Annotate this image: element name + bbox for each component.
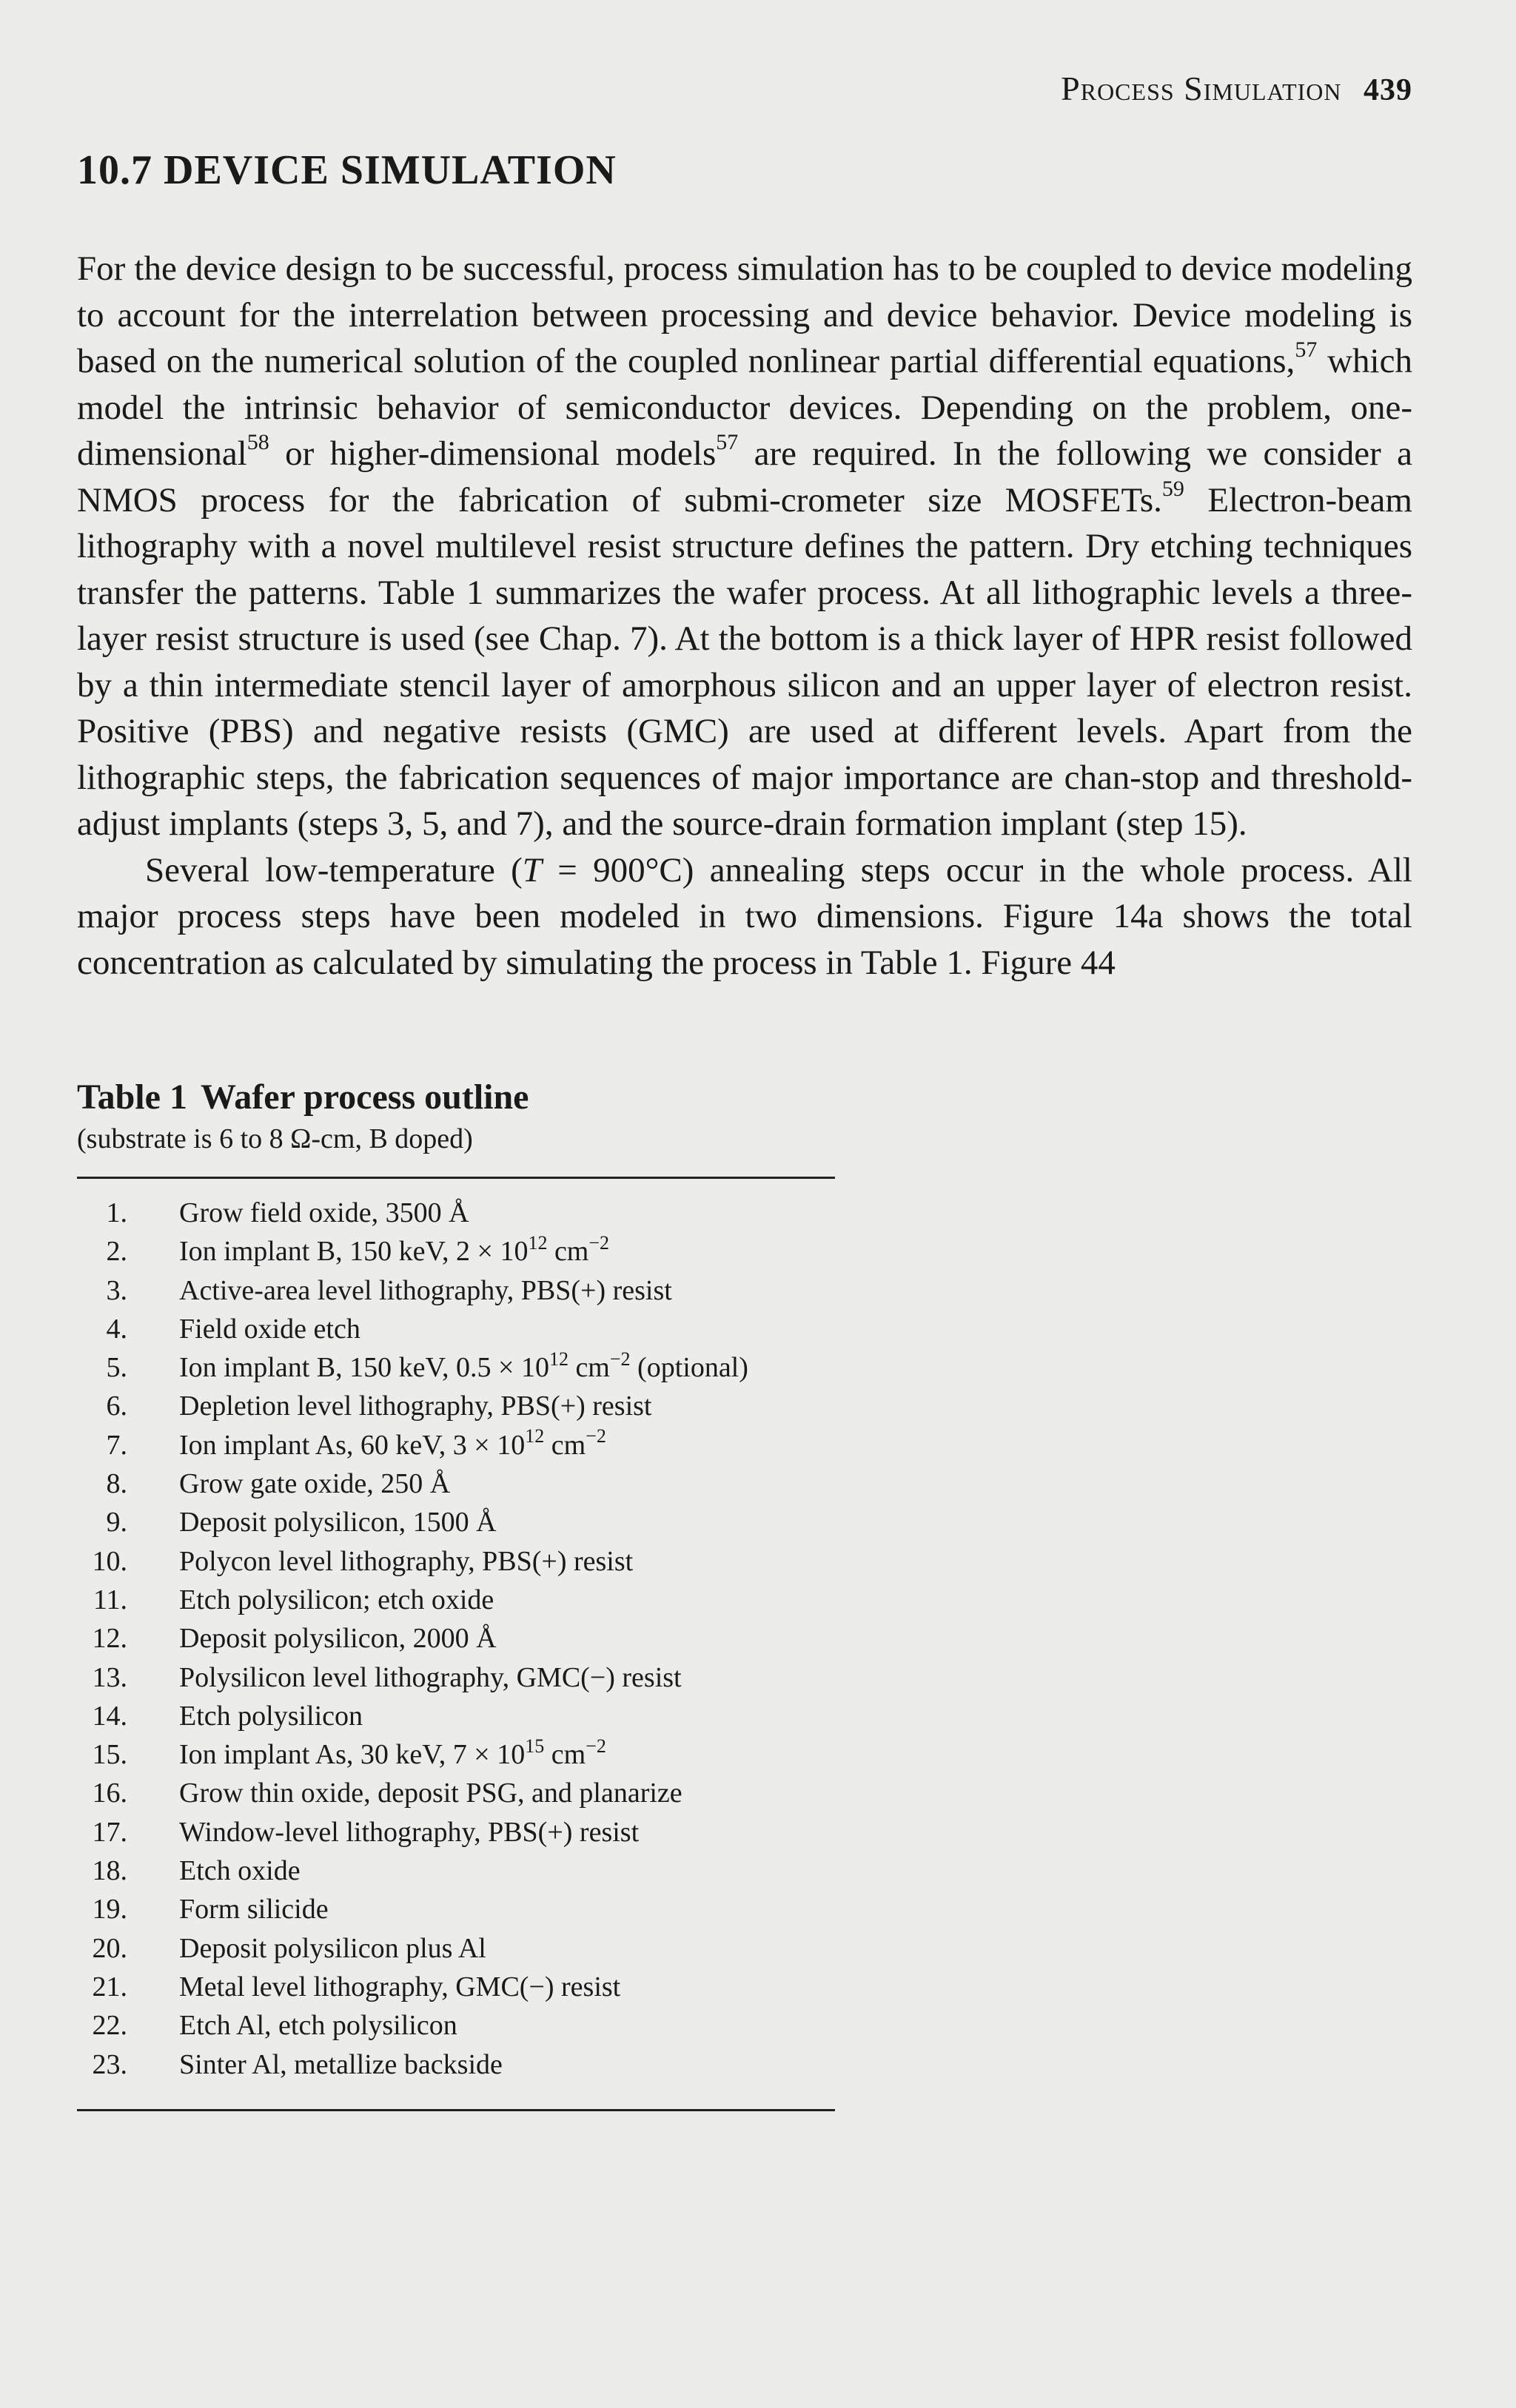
- step-number: 13.: [92, 1661, 127, 1693]
- text-run: Deposit polysilicon plus Al: [179, 1932, 486, 1964]
- table-row: [77, 1426, 835, 1464]
- text-run: cm: [544, 1739, 586, 1771]
- step-description: [179, 1348, 748, 1387]
- step-description: [179, 1852, 301, 1890]
- text-run: Metal level lithography, GMC(−) resist: [179, 1971, 621, 2002]
- table-row: [77, 1542, 835, 1581]
- table-row: [77, 1619, 835, 1658]
- table-row: [77, 1968, 835, 2006]
- table-row: [77, 1735, 835, 1774]
- step-description: [179, 1697, 363, 1735]
- step-description: [179, 1310, 360, 1348]
- superscript: −2: [586, 1425, 606, 1447]
- step-description: [179, 1194, 469, 1232]
- text-run: Depletion level lithography, PBS(+) resist: [179, 1390, 652, 1422]
- body-text: [77, 246, 1412, 986]
- text-run: Active-area level lithography, PBS(+) resist: [179, 1274, 672, 1306]
- superscript: 12: [525, 1425, 545, 1447]
- table-row: [77, 2045, 835, 2084]
- step-description: [179, 1464, 450, 1503]
- step-number: 11.: [93, 1584, 127, 1615]
- table-row: [77, 1464, 835, 1503]
- table-row: [77, 1890, 835, 1928]
- text-run: For the device design to be successful, process simulation has to be coupled to device modeling to account for the interrelation between processing and device behavior. Device modeling is based on the numerical solution of the coupled nonlinear partial differential equations,: [77, 249, 1412, 380]
- step-number: 17.: [92, 1816, 127, 1848]
- table-row: [77, 1194, 835, 1232]
- table-title: Wafer process outline: [200, 1077, 529, 1117]
- text-run: Sinter Al, metallize backside: [179, 2048, 503, 2080]
- step-number: 6.: [106, 1390, 127, 1422]
- step-number: 5.: [106, 1352, 127, 1384]
- step-description: [179, 1658, 682, 1697]
- step-number: 14.: [92, 1700, 127, 1732]
- table-row: [77, 1271, 835, 1310]
- step-description: [179, 1813, 639, 1852]
- step-number: 23.: [92, 2048, 127, 2080]
- table-row: [77, 1813, 835, 1852]
- step-number: 9.: [106, 1507, 127, 1538]
- step-description: [179, 1271, 672, 1310]
- table-1: [77, 1076, 835, 2111]
- step-description: [179, 1387, 652, 1425]
- table-row: [77, 1658, 835, 1697]
- text-run: Etch Al, etch polysilicon: [179, 2010, 457, 2042]
- table-label: Table 1: [77, 1077, 187, 1117]
- step-description: [179, 1619, 497, 1658]
- table-row: [77, 1774, 835, 1812]
- superscript: 57: [1295, 337, 1318, 363]
- superscript: 12: [549, 1348, 568, 1370]
- superscript: −2: [586, 1735, 606, 1757]
- table-row: [77, 1232, 835, 1271]
- step-number: 22.: [92, 2010, 127, 2042]
- table-row: [77, 1503, 835, 1541]
- text-run: Several low-temperature (: [145, 850, 523, 889]
- table-row: [77, 1852, 835, 1890]
- step-number: 20.: [92, 1932, 127, 1964]
- step-number: 4.: [106, 1313, 127, 1345]
- step-number: 10.: [92, 1545, 127, 1577]
- process-steps-list: [77, 1194, 835, 2084]
- text-run: Etch polysilicon; etch oxide: [179, 1584, 494, 1615]
- table-caption: [77, 1076, 835, 1119]
- text-run: Field oxide etch: [179, 1313, 360, 1345]
- step-description: [179, 1581, 494, 1619]
- step-description: [179, 1426, 606, 1464]
- superscript: 12: [528, 1231, 548, 1254]
- table-row: [77, 1348, 835, 1387]
- step-number: 21.: [92, 1971, 127, 2002]
- text-run: Etch polysilicon: [179, 1700, 363, 1732]
- table-row: [77, 1310, 835, 1348]
- page-number: 439: [1364, 73, 1412, 107]
- step-number: 3.: [106, 1274, 127, 1306]
- step-number: 15.: [92, 1739, 127, 1771]
- step-description: [179, 1735, 606, 1774]
- text-run: Deposit polysilicon, 2000 Å: [179, 1623, 497, 1655]
- text-run: Electron-beam lithography with a novel multilevel resist structure defines the pattern. Dry etching techniques transfer the patterns. Table 1 summarizes the wafer process. At all lithographic levels a three-layer resist structure is used (see Chap. 7). At the bottom is a thick layer of HPR resist followed by a thin intermediate stencil layer of amorphous silicon and an upper layer of electron resist. Positive (PBS) and negative resists (GMC) are used at different levels. Apart from the lithographic steps, the fabrication sequences of major importance are chan-stop and threshold-adjust implants (steps 3, 5, and 7), and the source-drain formation implant (step 15).: [77, 480, 1412, 843]
- step-description: [179, 2006, 457, 2045]
- text-run: cm: [547, 1236, 589, 1268]
- step-description: [179, 1503, 497, 1541]
- step-description: [179, 1774, 682, 1812]
- table-row: [77, 2006, 835, 2045]
- text-run: Ion implant B, 150 keV, 0.5 × 10: [179, 1352, 549, 1384]
- text-run: = 900°C) annealing steps occur in the whole process. All major process steps have been modeled in two dimensions. Figure 14a shows the total concentration as calculated by simulating the process in Table 1. Figure 44: [77, 850, 1412, 982]
- step-description: [179, 1968, 620, 2006]
- table-row: [77, 1697, 835, 1735]
- italic-symbol: T: [522, 850, 542, 889]
- paragraph-1: [77, 246, 1412, 847]
- text-run: or higher-dimensional models: [269, 434, 717, 473]
- text-run: are required. In the following we consider a NMOS process for the fabrication of submi-crometer size MOSFETs.: [77, 434, 1412, 519]
- text-run: Polycon level lithography, PBS(+) resist: [179, 1545, 634, 1577]
- text-run: Grow thin oxide, deposit PSG, and planarize: [179, 1778, 682, 1809]
- running-head-title: Process Simulation: [1061, 70, 1342, 107]
- superscript: −2: [609, 1348, 631, 1370]
- step-description: [179, 1929, 486, 1968]
- step-number: 18.: [92, 1855, 127, 1887]
- step-description: [179, 1232, 609, 1271]
- table-bottom-rule: [77, 2109, 835, 2111]
- superscript: 15: [525, 1735, 545, 1757]
- table-row: [77, 1387, 835, 1425]
- text-run: (optional): [630, 1352, 748, 1384]
- step-number: 19.: [92, 1894, 127, 1926]
- text-run: Grow gate oxide, 250 Å: [179, 1468, 451, 1500]
- text-run: Ion implant B, 150 keV, 2 × 10: [179, 1236, 529, 1268]
- step-number: 7.: [106, 1429, 127, 1461]
- table-subtitle: (substrate is 6 to 8 Ω-cm, B doped): [77, 1123, 473, 1154]
- table-row: [77, 1581, 835, 1619]
- text-run: cm: [568, 1352, 610, 1384]
- table-top-rule: [77, 1177, 835, 1179]
- text-run: which model the intrinsic behavior of semiconductor devices. Depending on the problem, one-dimensional: [77, 342, 1412, 473]
- step-number: 1.: [106, 1197, 127, 1228]
- step-number: 16.: [92, 1778, 127, 1809]
- table-row: [77, 1929, 835, 1968]
- paragraph-2: [77, 847, 1412, 986]
- text-run: Grow field oxide, 3500 Å: [179, 1197, 469, 1228]
- text-run: Form silicide: [179, 1894, 329, 1926]
- text-run: Window-level lithography, PBS(+) resist: [179, 1816, 640, 1848]
- running-head: [77, 71, 1412, 107]
- superscript: 57: [716, 430, 739, 455]
- step-description: [179, 2045, 503, 2084]
- superscript: −2: [588, 1231, 610, 1254]
- superscript: 59: [1161, 476, 1184, 501]
- text-run: Polysilicon level lithography, GMC(−) resist: [179, 1661, 682, 1693]
- step-number: 8.: [106, 1468, 127, 1500]
- text-run: Ion implant As, 60 keV, 3 × 10: [179, 1429, 526, 1461]
- text-run: Etch oxide: [179, 1855, 301, 1887]
- text-run: cm: [544, 1429, 586, 1461]
- text-run: Deposit polysilicon, 1500 Å: [179, 1507, 497, 1538]
- step-number: 12.: [92, 1623, 127, 1655]
- step-number: 2.: [106, 1236, 127, 1268]
- section-title: 10.7 DEVICE SIMULATION: [77, 147, 617, 193]
- text-run: Ion implant As, 30 keV, 7 × 10: [179, 1739, 526, 1771]
- step-description: [179, 1542, 633, 1581]
- step-description: [179, 1890, 329, 1928]
- page: [77, 71, 1412, 2111]
- superscript: 58: [246, 430, 269, 455]
